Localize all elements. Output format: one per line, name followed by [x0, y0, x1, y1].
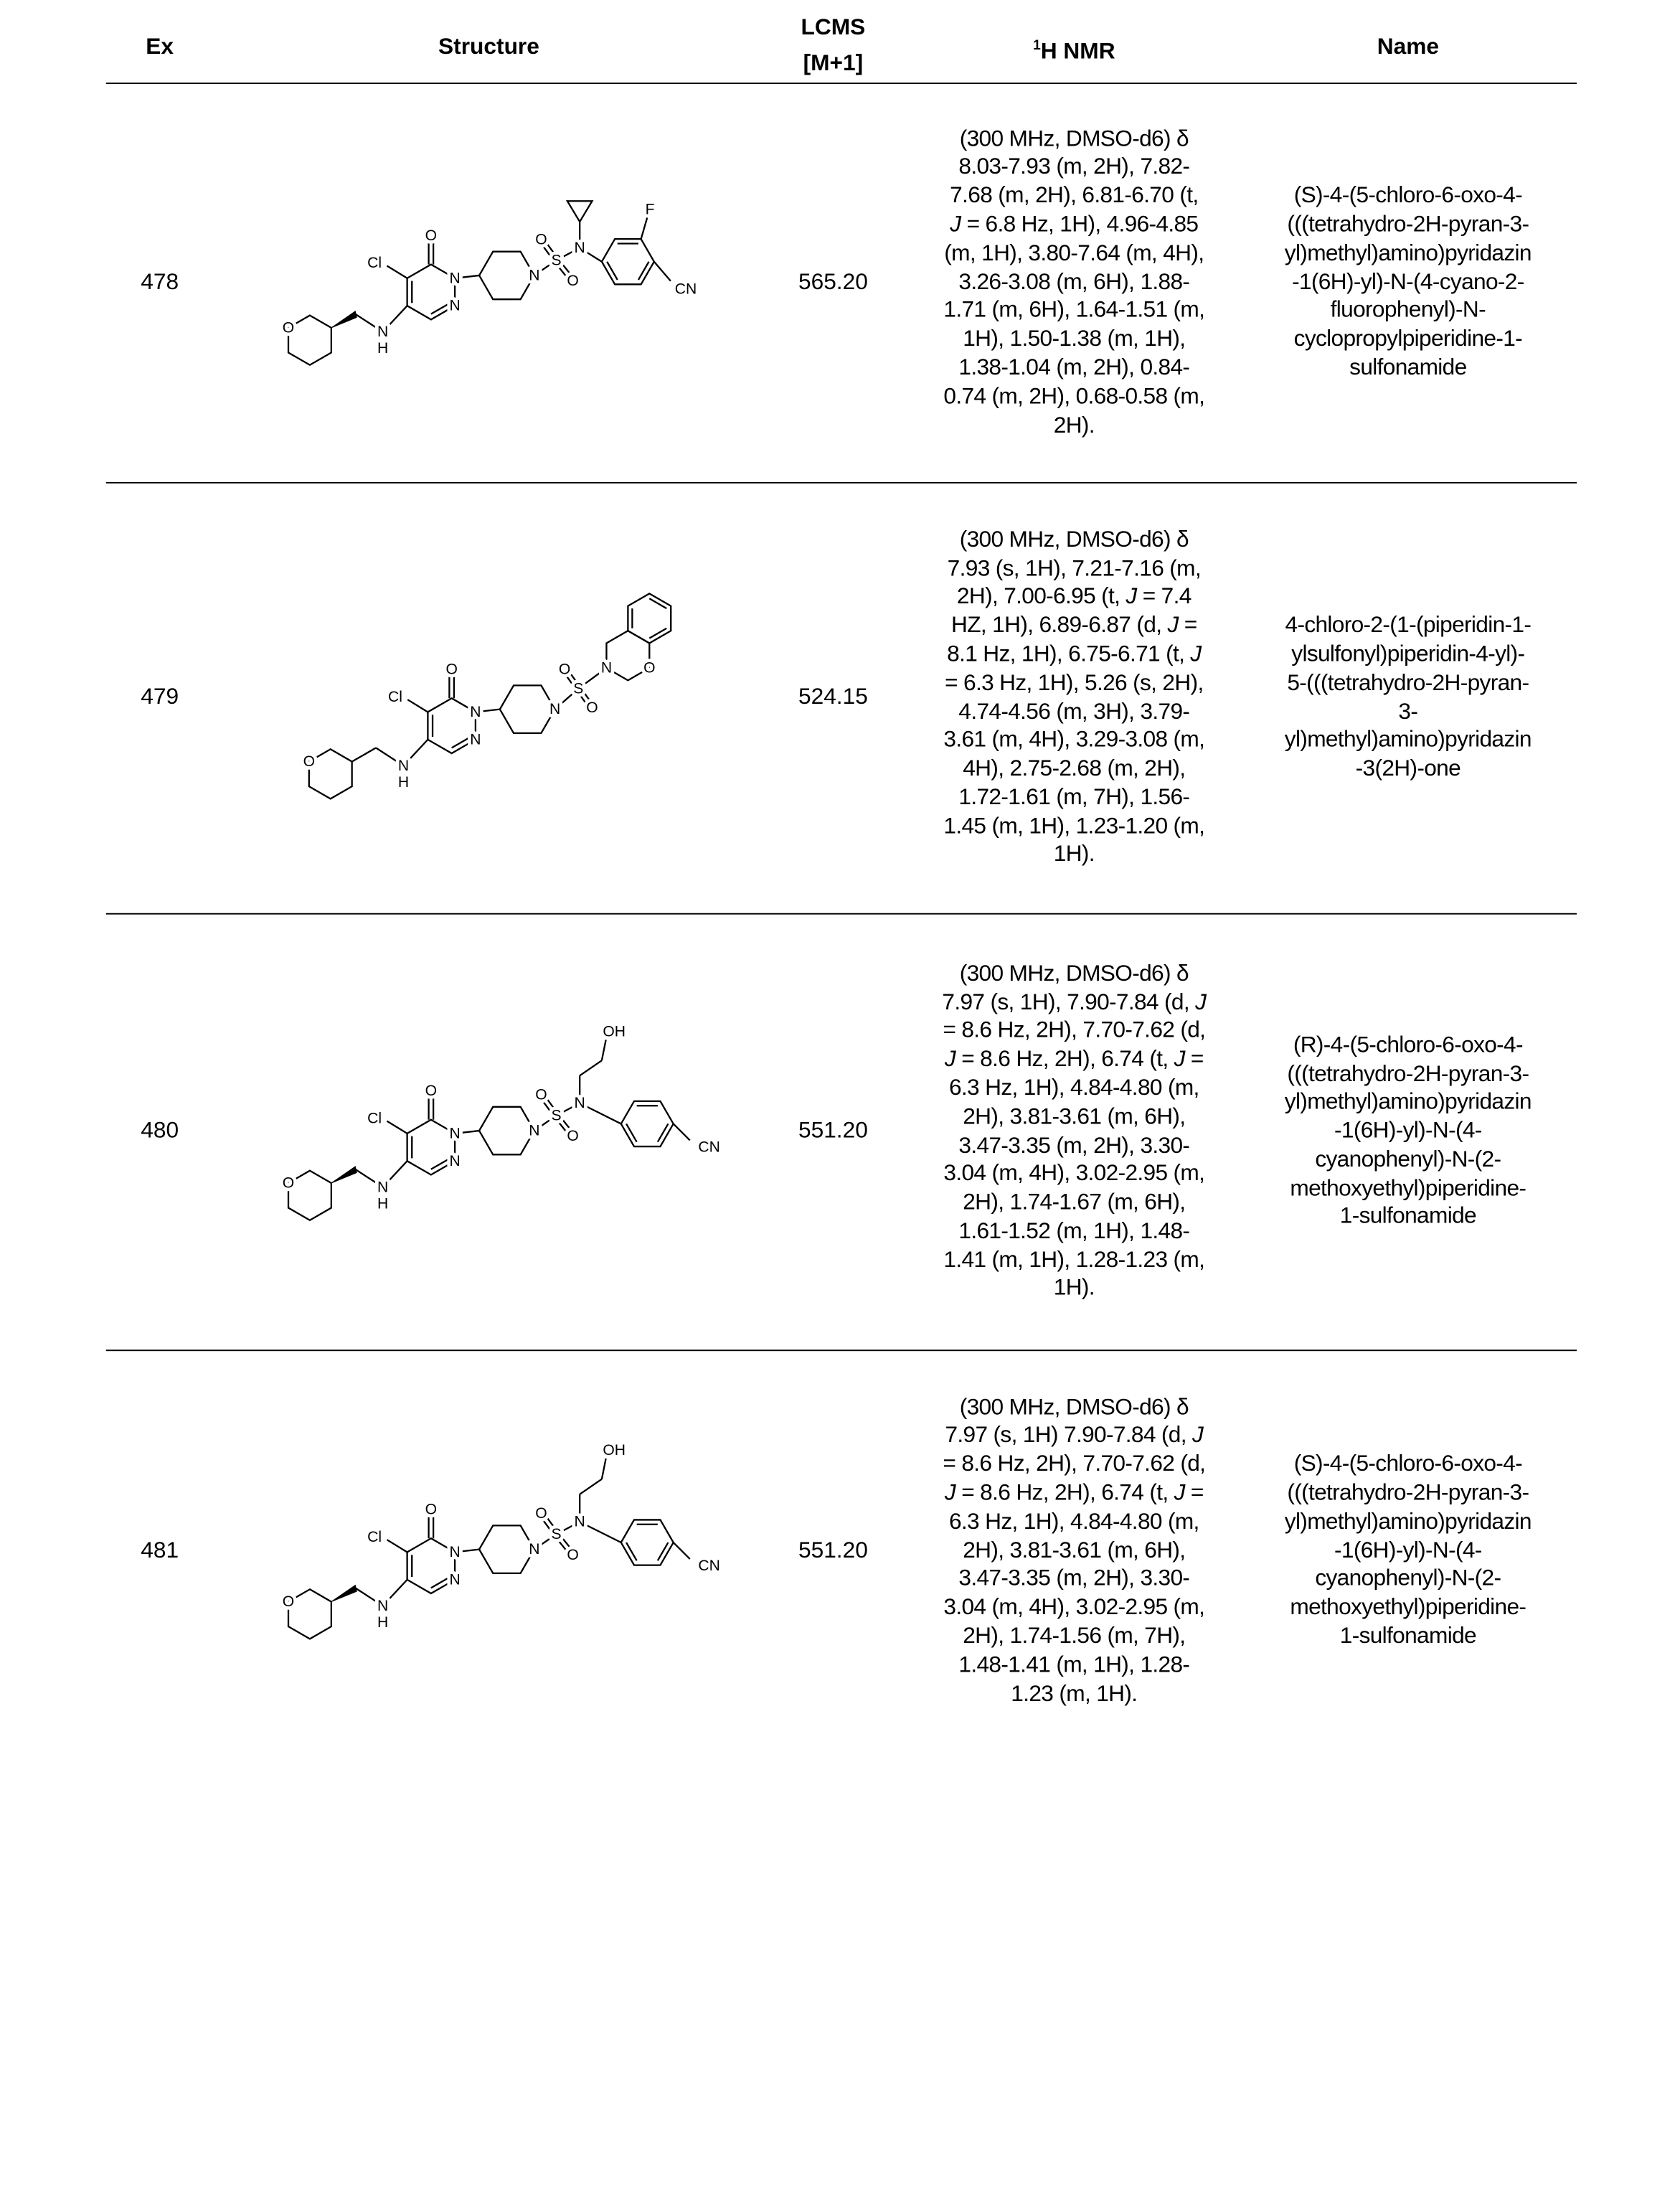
bond [654, 262, 671, 281]
pyridazinone-ring [407, 1538, 455, 1593]
bond [431, 1577, 450, 1588]
structure-479 [303, 593, 671, 798]
pyridazine-n2-label: N [449, 1571, 460, 1588]
compound-name-line: yl)methyl)amino)pyridazin [1285, 240, 1532, 268]
nmr-line: 1.48-1.41 (m, 1H), 1.28- [958, 1651, 1189, 1679]
pyridazinone-ring [407, 265, 455, 320]
compound-name-line: cyclopropylpiperidine-1- [1294, 325, 1522, 354]
compound-name-line: methoxyethyl)piperidine- [1290, 1174, 1526, 1203]
bond-layer [288, 1040, 690, 1220]
nmr-line: 3.61 (m, 4H), 3.29-3.08 (m, [943, 726, 1204, 755]
compound-name-line: sulfonamide [1349, 354, 1466, 382]
bond [602, 1459, 606, 1479]
bond-layer [288, 1459, 690, 1639]
pyridazine-n2-label: N [470, 731, 481, 748]
compound-name-line: -1(6H)-yl)-N-(4- [1334, 1117, 1482, 1146]
piperidine-n-label: N [529, 1541, 539, 1558]
bond [580, 1522, 621, 1542]
header-nmr-label: H NMR [1041, 39, 1115, 65]
nmr-line: J = 6.8 Hz, 1H), 4.96-4.85 [950, 211, 1198, 240]
sulfur-label: S [551, 1107, 561, 1123]
chloro-label: Cl [367, 255, 382, 271]
pyridazine-n1-label: N [470, 704, 481, 720]
sulfonyl-oxygen-label: O [559, 661, 570, 677]
stereo-wedge-bond [331, 1167, 357, 1183]
nmr-line: = 8.6 Hz, 2H), 7.70-7.62 (d, [943, 1451, 1205, 1479]
nmr-line: 1H). [1054, 1275, 1095, 1304]
bond [602, 1040, 606, 1060]
bond [649, 598, 666, 608]
nmr-line: 3.26-3.08 (m, 6H), 1.88- [958, 268, 1189, 297]
nmr-line: 1.23 (m, 1H). [1011, 1679, 1137, 1708]
header-ex: Ex [106, 29, 214, 65]
sulfonyl-oxygen-label: O [535, 1505, 547, 1522]
oxazine-n-label: N [601, 660, 612, 677]
coupling-constant-symbol: J [945, 1047, 955, 1072]
nmr-line: 3.04 (m, 4H), 3.02-2.95 (m, [943, 1593, 1204, 1622]
amine-h-label: H [377, 1614, 388, 1631]
example-number: 479 [106, 482, 214, 913]
bond [658, 1123, 669, 1141]
pyridazinone-ring [407, 1120, 455, 1175]
compound-name-line: (((tetrahydro-2H-pyran-3- [1287, 1060, 1529, 1088]
bond [352, 748, 376, 761]
nmr-line: J = 8.6 Hz, 2H), 6.74 (t, J = [945, 1479, 1204, 1508]
nmr-line: 1.41 (m, 1H), 1.28-1.23 (m, [943, 1246, 1204, 1275]
stereo-wedge-bond [331, 311, 357, 328]
example-number: 478 [106, 83, 214, 482]
sulfonamide-n-label: N [575, 1514, 585, 1530]
compound-name-line: 3- [1398, 697, 1417, 726]
amine-n-label: N [377, 1179, 388, 1195]
fluoro-label: F [646, 201, 655, 217]
lcms-value: 565.20 [764, 83, 902, 482]
phenyl-ring [621, 1520, 674, 1565]
carbonyl-oxygen-label: O [445, 661, 457, 677]
header-structure: Structure [214, 29, 765, 65]
coupling-constant-symbol: J [1167, 613, 1178, 638]
bond-layer [288, 201, 671, 364]
coupling-constant-symbol: J [1174, 1481, 1185, 1506]
tetrahydropyran-ring [288, 1171, 331, 1220]
pyridazine-n1-label: N [449, 270, 460, 286]
sulfonyl-oxygen-label: O [586, 699, 598, 716]
nmr-line: HZ, 1H), 6.89-6.87 (d, J = [951, 612, 1197, 641]
nmr-line: 2H), 1.74-1.67 (m, 6H), [963, 1189, 1185, 1217]
nmr-line: 7.68 (m, 2H), 6.81-6.70 (t, [950, 182, 1198, 211]
nmr-line: 1H), 1.50-1.38 (m, 1H), [963, 325, 1185, 354]
piperidine-ring [500, 685, 555, 732]
compound-name-line: yl)methyl)amino)pyridazin [1285, 1508, 1532, 1537]
compound-name-line: (((tetrahydro-2H-pyran-3- [1287, 211, 1529, 240]
pyran-oxygen-label: O [283, 1593, 294, 1610]
bond [580, 1479, 602, 1494]
structure-drawings [0, 0, 1680, 2186]
cyano-label: CN [698, 1139, 719, 1156]
bond [674, 1542, 690, 1559]
label-layer [283, 1023, 720, 1212]
piperidine-n-label: N [549, 701, 560, 717]
sulfonyl-oxygen-label: O [567, 273, 578, 289]
piperidine-n-label: N [529, 267, 539, 283]
compound-name-line: (R)-4-(5-chloro-6-oxo-4- [1293, 1031, 1523, 1060]
nmr-line: 6.3 Hz, 1H), 4.84-4.80 (m, [949, 1074, 1199, 1103]
piperidine-ring [479, 252, 534, 299]
structure-478 [283, 201, 697, 364]
nmr-line: 8.1 Hz, 1H), 6.75-6.71 (t, J [947, 640, 1201, 669]
nmr-line: 3.47-3.35 (m, 2H), 3.30- [958, 1131, 1189, 1160]
nmr-line: 1.38-1.04 (m, 2H), 0.84- [958, 354, 1189, 382]
compound-name-line: (S)-4-(5-chloro-6-oxo-4- [1294, 1451, 1522, 1479]
nmr-line: (300 MHz, DMSO-d6) δ [960, 959, 1189, 988]
nmr-line: 7.97 (s, 1H), 7.90-7.84 (d, J [942, 988, 1206, 1017]
chloro-label: Cl [367, 1110, 382, 1126]
bond [431, 303, 450, 314]
nmr-line: 3.47-3.35 (m, 2H), 3.30- [958, 1565, 1189, 1593]
nmr-line: 4H), 2.75-2.68 (m, 2H), [963, 755, 1185, 783]
nmr-line: (300 MHz, DMSO-d6) δ [960, 526, 1189, 555]
label-layer [303, 660, 656, 791]
bond [580, 1103, 621, 1124]
compound-name-line: 1-sulfonamide [1340, 1203, 1476, 1232]
bond [638, 262, 649, 280]
bond-layer [309, 593, 671, 798]
bond [674, 1123, 690, 1140]
nmr-line: 3.04 (m, 4H), 3.02-2.95 (m, [943, 1160, 1204, 1189]
compound-name-line: (((tetrahydro-2H-pyran-3- [1287, 1479, 1529, 1508]
compound-name-line: 1-sulfonamide [1340, 1622, 1476, 1651]
header-lcms-line2: [M+1] [764, 45, 902, 81]
nmr-line: 8.03-7.93 (m, 2H), 7.82- [958, 154, 1189, 182]
tetrahydropyran-ring [309, 749, 352, 798]
compound-name-line: methoxyethyl)piperidine- [1290, 1593, 1526, 1622]
carbonyl-oxygen-label: O [425, 1501, 437, 1517]
compound-name-line: -3(2H)-one [1356, 755, 1460, 783]
header-nmr-superscript: 1 [1033, 39, 1041, 54]
bond [580, 1060, 602, 1075]
stereo-wedge-bond [331, 1586, 357, 1602]
bond [658, 1542, 669, 1560]
sulfonyl-oxygen-label: O [567, 1128, 578, 1144]
sulfonyl-oxygen-label: O [535, 232, 547, 248]
amine-h-label: H [398, 774, 409, 791]
nmr-line: 1.71 (m, 6H), 1.64-1.51 (m, [943, 296, 1204, 325]
hydroxyl-label: OH [603, 1442, 626, 1459]
nmr-line: 4.74-4.56 (m, 3H), 3.79- [958, 697, 1189, 726]
document-page [0, 0, 1680, 2186]
bond [387, 1540, 407, 1552]
nmr-line: (300 MHz, DMSO-d6) δ [960, 1393, 1189, 1422]
bond [649, 628, 666, 639]
nmr-line: 1.72-1.61 (m, 7H), 1.56- [958, 783, 1189, 812]
bond [626, 1542, 637, 1560]
hydroxyl-label: OH [603, 1023, 626, 1040]
structure-481 [283, 1442, 720, 1639]
nmr-line: 1.61-1.52 (m, 1H), 1.48- [958, 1217, 1189, 1246]
nmr-line: 7.93 (s, 1H), 7.21-7.16 (m, [948, 555, 1201, 583]
tetrahydropyran-ring [288, 1589, 331, 1639]
example-number: 480 [106, 913, 214, 1350]
cyano-label: CN [675, 281, 697, 298]
nmr-line: 7.97 (s, 1H) 7.90-7.84 (d, J [945, 1422, 1203, 1451]
nmr-line: 2H). [1054, 411, 1095, 440]
bond [387, 1121, 407, 1134]
sulfur-label: S [551, 1526, 561, 1542]
nmr-line: 2H), 3.81-3.61 (m, 6H), [963, 1103, 1185, 1131]
coupling-constant-symbol: J [1195, 989, 1206, 1014]
nmr-line: 1H). [1054, 841, 1095, 870]
compound-name-line: fluorophenyl)-N- [1331, 296, 1486, 325]
nmr-line: 2H), 1.74-1.56 (m, 7H), [963, 1622, 1185, 1651]
coupling-constant-symbol: J [945, 1481, 955, 1506]
coupling-constant-symbol: J [950, 212, 961, 237]
lcms-value: 551.20 [764, 1349, 902, 1752]
chloro-label: Cl [367, 1529, 382, 1545]
pyridazine-n1-label: N [449, 1125, 460, 1141]
header-lcms-line1: LCMS [764, 9, 902, 45]
pyran-oxygen-label: O [303, 753, 315, 770]
bond [641, 217, 648, 239]
nmr-line: (m, 1H), 3.80-7.64 (m, 4H), [944, 240, 1204, 268]
coupling-constant-symbol: J [1192, 1423, 1203, 1448]
cyclopropyl-ring [567, 201, 593, 222]
pyridazine-n1-label: N [449, 1544, 460, 1560]
lcms-value: 524.15 [764, 482, 902, 913]
lcms-value: 551.20 [764, 913, 902, 1350]
amine-h-label: H [377, 1195, 388, 1212]
amine-n-label: N [398, 758, 409, 774]
nmr-line: 1.45 (m, 1H), 1.23-1.20 (m, [943, 812, 1204, 841]
compound-name-line: cyanophenyl)-N-(2- [1315, 1146, 1501, 1174]
bond [431, 1158, 450, 1169]
piperidine-ring [479, 1107, 534, 1154]
sulfonamide-n-label: N [575, 240, 585, 256]
compound-name-line: (S)-4-(5-chloro-6-oxo-4- [1294, 182, 1522, 211]
pyridazine-n2-label: N [449, 1153, 460, 1169]
nmr-line: J = 8.6 Hz, 2H), 6.74 (t, J = [945, 1045, 1204, 1074]
bond [407, 699, 428, 712]
amine-n-label: N [377, 1598, 388, 1614]
compound-name-line: yl)methyl)amino)pyridazin [1285, 726, 1532, 755]
nmr-line: (300 MHz, DMSO-d6) δ [960, 125, 1189, 154]
phenyl-ring [602, 239, 654, 284]
nmr-line: 2H), 3.81-3.61 (m, 6H), [963, 1537, 1185, 1565]
example-number: 481 [106, 1349, 214, 1752]
coupling-constant-symbol: J [1174, 1047, 1185, 1072]
sulfonamide-n-label: N [575, 1095, 585, 1111]
compound-name-line: -1(6H)-yl)-N-(4-cyano-2- [1292, 268, 1524, 297]
bond [387, 265, 407, 278]
amine-h-label: H [377, 340, 388, 357]
tetrahydropyran-ring [288, 316, 331, 365]
benzene-ring [628, 593, 671, 643]
pyran-oxygen-label: O [283, 1174, 294, 1191]
coupling-constant-symbol: J [1190, 641, 1201, 666]
carbonyl-oxygen-label: O [425, 227, 437, 244]
amine-n-label: N [377, 324, 388, 340]
nmr-line: 6.3 Hz, 1H), 4.84-4.80 (m, [949, 1508, 1199, 1537]
pyridazine-n2-label: N [449, 298, 460, 314]
oxazine-o-label: O [643, 660, 655, 677]
structure-480 [283, 1023, 720, 1220]
label-layer [283, 1442, 720, 1631]
carbonyl-oxygen-label: O [425, 1083, 437, 1099]
nmr-line: 2H), 7.00-6.95 (t, J = 7.4 [957, 583, 1191, 612]
sulfonyl-oxygen-label: O [567, 1547, 578, 1563]
phenyl-ring [621, 1101, 674, 1146]
nmr-line: 0.74 (m, 2H), 0.68-0.58 (m, [943, 382, 1204, 411]
piperidine-ring [479, 1525, 534, 1573]
chloro-label: Cl [388, 689, 402, 705]
coupling-constant-symbol: J [1125, 585, 1136, 610]
sulfur-label: S [573, 680, 583, 697]
compound-name-line: 5-(((tetrahydro-2H-pyran- [1287, 669, 1529, 697]
nmr-line: = 8.6 Hz, 2H), 7.70-7.62 (d, [943, 1017, 1205, 1045]
compound-name-line: 4-chloro-2-(1-(piperidin-1- [1285, 612, 1532, 641]
sulfur-label: S [551, 252, 561, 268]
compound-name-line: yl)methyl)amino)pyridazin [1285, 1088, 1532, 1117]
compound-name-line: ylsulfonyl)piperidin-4-yl)- [1291, 640, 1524, 669]
piperidine-n-label: N [529, 1123, 539, 1139]
compound-name-line: cyanophenyl)-N-(2- [1315, 1565, 1501, 1593]
cyano-label: CN [698, 1558, 719, 1574]
sulfonyl-oxygen-label: O [535, 1087, 547, 1103]
nmr-line: = 6.3 Hz, 1H), 5.26 (s, 2H), [945, 669, 1204, 697]
bond [452, 737, 471, 748]
bond [607, 262, 618, 280]
header-name: Name [1240, 29, 1577, 65]
label-layer [283, 201, 697, 357]
bond [626, 1123, 637, 1141]
pyran-oxygen-label: O [283, 319, 294, 336]
pyridazinone-ring [428, 698, 475, 753]
compound-name-line: -1(6H)-yl)-N-(4- [1334, 1537, 1482, 1565]
